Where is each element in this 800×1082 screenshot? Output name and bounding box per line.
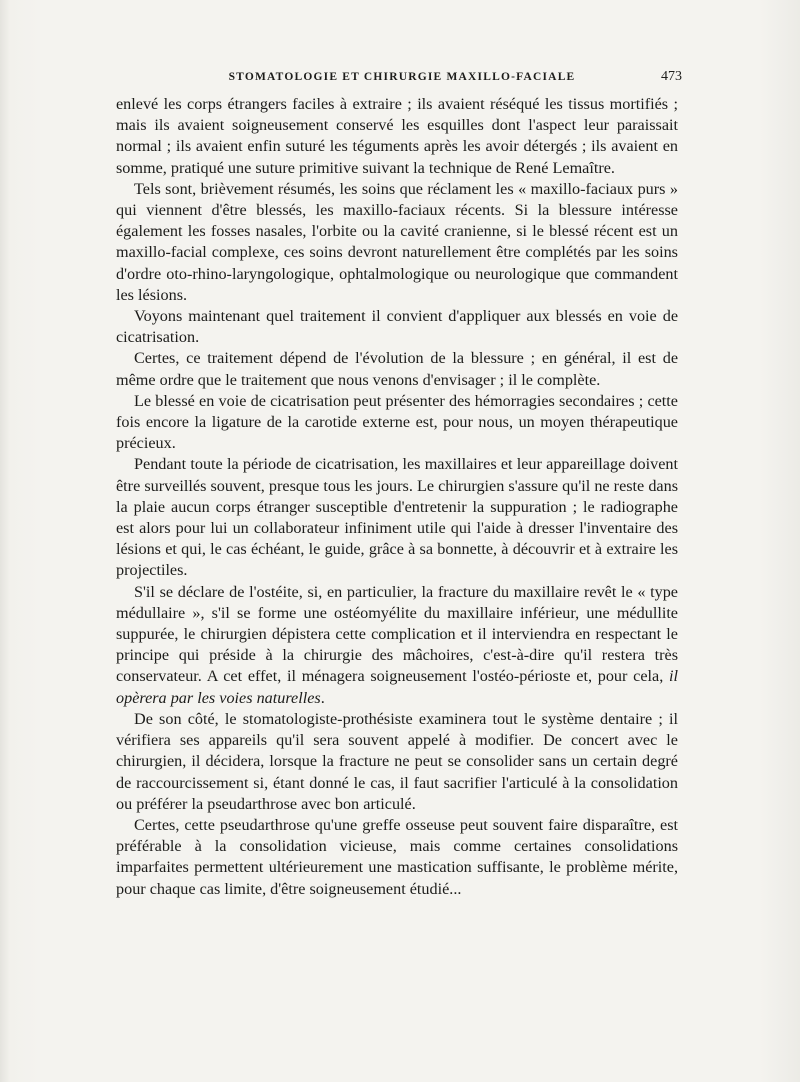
paragraph-7-tail: . xyxy=(320,688,325,707)
paragraph-2: Tels sont, brièvement résumés, les soins que réclament les « maxillo-faciaux purs » qui viennent d'être blessés, les maxillo-faciaux récents. Si la blessure intéresse également les fosses nasales, l'orbite ou la cavité cranienne, si le blessé récent est un maxillo-facial complexe, ces soins devront naturellement être complétés par les soins d'ordre oto-rhino-laryngologique, ophtalmologique ou neurologique que commandent les lésions. xyxy=(116,179,678,304)
paragraph-7-emphasis: il opèrera par les voies naturelles xyxy=(116,667,679,707)
page-number: 473 xyxy=(661,69,682,84)
paragraph-9: Certes, cette pseudarthrose qu'une greffe osseuse peut souvent faire disparaître, est préférable à la consolidation vicieuse, mais comme certaines consolidations imparfaites permettent ultérieurement une mastication suffisante, le problème mérite, pour chaque cas limite, d'être soigneusement étudié... xyxy=(116,815,678,898)
running-header xyxy=(116,64,682,90)
running-title: STOMATOLOGIE ET CHIRURGIE MAXILLO-FACIALE xyxy=(228,71,576,83)
paragraph-7-text: S'il se déclare de l'ostéite, si, en particulier, la fracture du maxillaire revêt le « type médullaire », s'il se forme une ostéomyélite du maxillaire inférieur, une médullite suppurée, le chirurgien dépistera cette complication et il interviendra en respectant le principe qui préside à la chirurgie des mâchoires, c'est-à-dire qu'il restera très conservateur. A cet effet, il ménagera soigneusement l'ostéo-périoste et, pour cela, xyxy=(116,582,678,686)
paragraph-4: Certes, ce traitement dépend de l'évolution de la blessure ; en général, il est de même ordre que le traitement que nous venons d'envisager ; il le complète. xyxy=(116,349,678,389)
paragraph-8: De son côté, le stomatologiste-prothésiste examinera tout le système dentaire ; il vérifiera ses appareils qu'il sera souvent appelé à modifier. De concert avec le chirurgien, il décidera, lorsque la fracture ne peut se consolider sans un certain degré de raccourcissement si, étant donné le cas, il faut sacrifier l'articulé à la consolidation ou préférer la pseudarthrose avec bon articulé. xyxy=(116,709,678,813)
body-text xyxy=(116,94,678,900)
paragraph-5: Le blessé en voie de cicatrisation peut présenter des hémorragies secondaires ; cette fois encore la ligature de la carotide externe est, pour nous, un moyen thérapeutique précieux. xyxy=(116,391,678,453)
paragraph-1: enlevé les corps étrangers faciles à extraire ; ils avaient réséqué les tissus mortifiés ; mais ils avaient soigneusement conservé les esquilles dont l'aspect leur paraissait normal ; ils avaient enfin suturé les téguments après les avoir détergés ; ils avaient en somme, pratiqué une suture primitive suivant la technique de René Lemaître. xyxy=(116,95,678,177)
paragraph-7 xyxy=(116,582,678,709)
paragraph-3: Voyons maintenant quel traitement il convient d'appliquer aux blessés en voie de cicatrisation. xyxy=(116,307,678,347)
paragraph-6: Pendant toute la période de cicatrisation, les maxillaires et leur appareillage doivent être surveillés souvent, presque tous les jours. Le chirurgien s'assure qu'il ne reste dans la plaie aucun corps étranger susceptible d'entretenir la suppuration ; le radiographe est alors pour lui un collaborateur infiniment utile qui l'aide à dresser l'inventaire des lésions et qui, le cas échéant, le guide, grâce à sa bonnette, à découvrir et à extraire les projectiles. xyxy=(116,455,678,580)
